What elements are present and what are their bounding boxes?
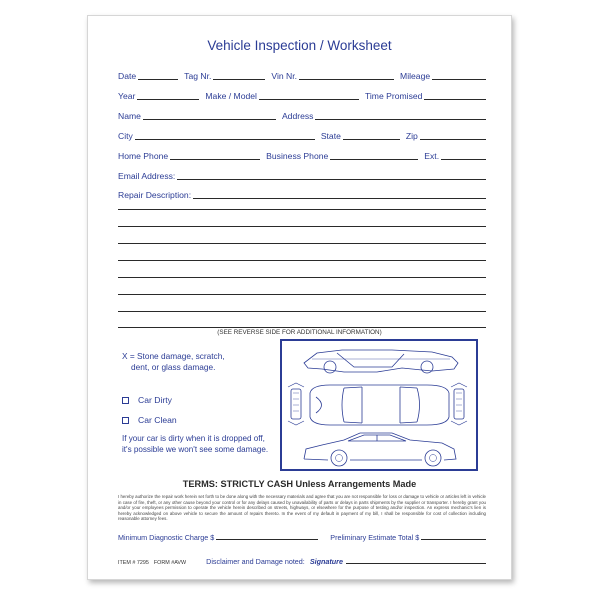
zip-label: Zip — [405, 131, 418, 141]
repair-description-label: Repair Description: — [118, 190, 192, 200]
item-number: ITEM # 7295 — [118, 560, 149, 566]
zip-field[interactable] — [420, 139, 486, 140]
car-dirty-checkbox[interactable] — [122, 397, 129, 404]
time-promised-field[interactable] — [424, 99, 486, 100]
city-label: City — [118, 131, 133, 141]
dirty-note-line-2: it's possible we won't see some damage. — [122, 444, 269, 454]
repair-description-field[interactable] — [193, 198, 486, 199]
repair-line[interactable] — [118, 311, 486, 312]
legend-line-2: dent, or glass damage. — [131, 362, 216, 372]
row-name-address — [118, 108, 486, 122]
repair-line[interactable] — [118, 243, 486, 244]
row-repair-description — [118, 187, 486, 201]
repair-line[interactable] — [118, 226, 486, 227]
row-phones — [118, 148, 486, 162]
preliminary-estimate-field[interactable] — [421, 539, 486, 540]
time-promised-label: Time Promised — [364, 91, 423, 101]
signature-field[interactable] — [346, 563, 486, 564]
signature-row — [118, 554, 486, 566]
row-year-make-time — [118, 88, 486, 102]
dirty-car-note — [122, 434, 292, 455]
diagnostic-charge-field[interactable] — [216, 539, 318, 540]
disclaimer-label: Disclaimer and Damage noted: — [206, 557, 305, 566]
business-phone-label: Business Phone — [266, 151, 329, 161]
repair-line[interactable] — [118, 294, 486, 295]
legend-line-1: X = Stone damage, scratch, — [122, 351, 225, 361]
row-date-tag-vin-mileage — [118, 68, 486, 82]
vin-field[interactable] — [299, 79, 394, 80]
authorization-fine-print: I hereby authorize the repair work herein set forth to be done along with the necessary materials and agree that you are not responsible for loss or damage to vehicle or articles left in vehicle in case of fire, theft, or any other cause beyond your control or for any delays caused by unavailability of parts or delays in parts shipments by the supplier or transporter. I hereby grant you and/or your employees permission to operate the vehicle herein described on streets, highways, or elsewhere for the purpose of testing and/or inspection. An express mechanic's lien is hereby acknowledged on above vehicle to secure the amount of repairs thereto. In the event of my default in payment of my bill, I shall be responsible for cost of collection including reasonable attorney fees. — [118, 494, 486, 522]
form-title: Vehicle Inspection / Worksheet — [207, 38, 392, 53]
year-label: Year — [118, 91, 136, 101]
repair-line[interactable] — [118, 277, 486, 278]
address-label: Address — [281, 111, 314, 121]
email-label: Email Address: — [118, 171, 176, 181]
tag-label: Tag Nr. — [184, 71, 212, 81]
ext-field[interactable] — [441, 159, 486, 160]
date-field[interactable] — [138, 79, 178, 80]
mileage-label: Mileage — [400, 71, 431, 81]
repair-line[interactable] — [118, 260, 486, 261]
ext-label: Ext. — [424, 151, 440, 161]
date-label: Date — [118, 71, 137, 81]
mileage-field[interactable] — [432, 79, 486, 80]
tag-field[interactable] — [213, 79, 265, 80]
make-model-label: Make / Model — [205, 91, 257, 101]
name-label: Name — [118, 111, 141, 121]
car-outline-icon — [282, 341, 476, 469]
signature-label: Signature — [309, 557, 343, 566]
repair-line[interactable] — [118, 209, 486, 210]
make-model-field[interactable] — [259, 99, 359, 100]
car-damage-diagram[interactable] — [280, 339, 478, 471]
inspection-form-page — [87, 15, 512, 580]
car-clean-label: Car Clean — [138, 415, 177, 425]
vin-label: Vin Nr. — [271, 71, 298, 81]
city-field[interactable] — [135, 139, 315, 140]
state-label: State — [320, 131, 341, 141]
damage-legend — [122, 351, 225, 373]
home-phone-label: Home Phone — [118, 151, 169, 161]
car-dirty-label: Car Dirty — [138, 395, 172, 405]
year-field[interactable] — [137, 99, 199, 100]
dirty-note-line-1: If your car is dirty when it is dropped off, — [122, 434, 265, 443]
state-field[interactable] — [343, 139, 400, 140]
business-phone-field[interactable] — [330, 159, 418, 160]
email-field[interactable] — [177, 179, 486, 180]
diagnostic-charge-label: Minimum Diagnostic Charge $ — [118, 533, 215, 542]
address-field[interactable] — [315, 119, 486, 120]
terms-heading: TERMS: STRICTLY CASH Unless Arrangements Made — [182, 479, 417, 489]
row-city-state-zip — [118, 128, 486, 142]
row-email — [118, 168, 486, 182]
name-field[interactable] — [143, 119, 276, 120]
charges-row — [118, 530, 486, 542]
car-clean-checkbox[interactable] — [122, 417, 129, 424]
car-dirty-option[interactable] — [122, 395, 172, 405]
form-code: FORM #AVW — [153, 560, 187, 566]
car-clean-option[interactable] — [122, 415, 177, 425]
repair-line[interactable] — [118, 327, 486, 328]
home-phone-field[interactable] — [170, 159, 260, 160]
preliminary-estimate-label: Preliminary Estimate Total $ — [330, 533, 420, 542]
reverse-side-note: (SEE REVERSE SIDE FOR ADDITIONAL INFORMATION) — [217, 329, 382, 336]
